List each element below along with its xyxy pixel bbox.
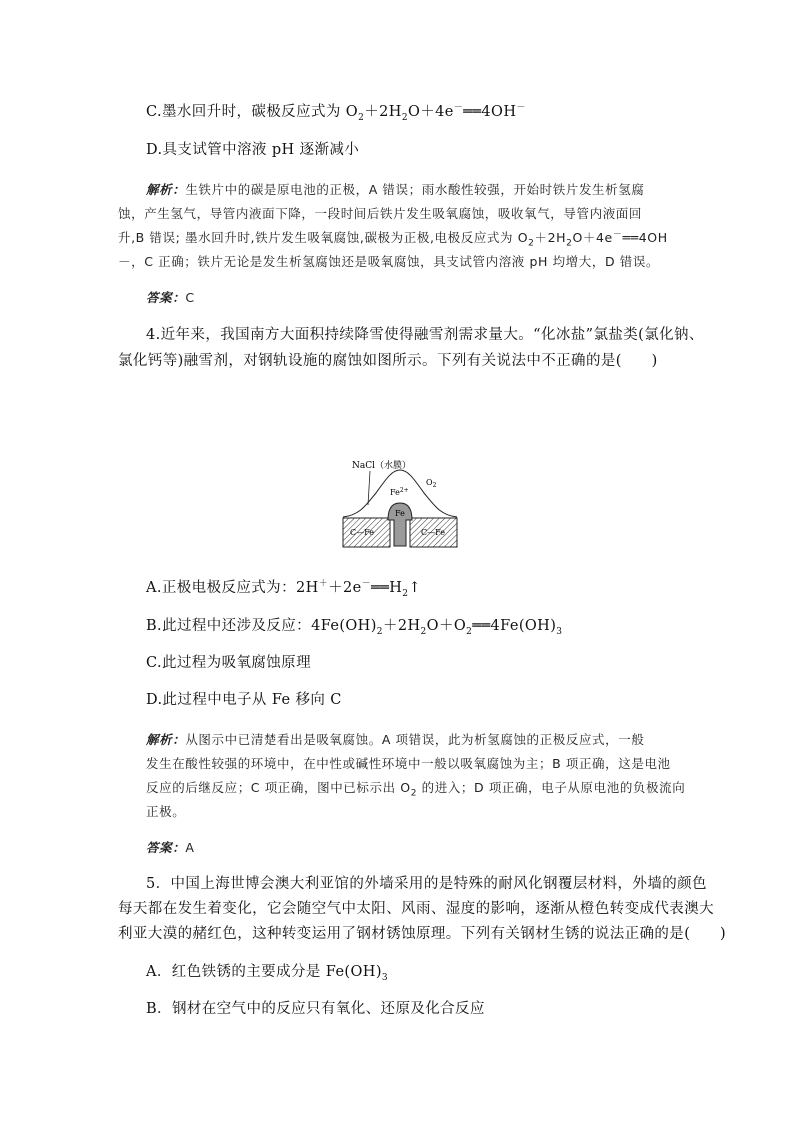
q4-analysis-line-4: 正极。	[146, 804, 186, 819]
q4-option-d: D.此过程中电子从 Fe 移向 C	[146, 692, 342, 708]
cfe-right-label: C—Fe	[421, 528, 445, 537]
q4-analysis-line-3: 反应的后继反应；C 项正确，图中已标示出 $O_2$ 的进入；D 项正确，电子从原电池的负极流向	[146, 780, 686, 799]
cfe-left-label: C—Fe	[350, 528, 374, 537]
q5-option-b: B．钢材在空气中的反应只有氧化、还原及化合反应	[146, 1001, 485, 1017]
q3-option-c: C.墨水回升时，碳极反应式为 $O_2+2H_2O+4e^-══4OH^-$	[146, 103, 526, 123]
q4-stem-line-1: 4.近年来，我国南方大面积持续降雪使得融雪剂需求量大。“化冰盐”氯盐类(氯化钠、	[146, 327, 704, 343]
q4-option-b: B.此过程中还涉及反应：$4Fe(OH)_2+2H_2O+O_2══4Fe(OH)_3$	[146, 618, 563, 637]
q3-option-d: D.具支试管中溶液 pH 逐渐减小	[146, 142, 360, 158]
q4-stem-line-2: 氯化钙等)融雪剂，对钢轨设施的腐蚀如图所示。下列有关说法中不正确的是( )	[118, 353, 658, 369]
analysis-label: 解析：	[146, 182, 186, 197]
nacl-label: NaCl（水膜）	[352, 461, 412, 471]
q4-analysis-line-1: 解析：从图示中已清楚看出是吸氧腐蚀。A 项错误，此为析氢腐蚀的正极反应式，一般	[146, 732, 645, 747]
q3-analysis-line-3: 升,B 错误; 墨水回升时,铁片发生吸氧腐蚀,碳极为正极,电极反应式为 $O_2+2H_2O+4e^-══4OH$	[118, 229, 668, 249]
q4-analysis-line-2: 发生在酸性较强的环境中，在中性或碱性环境中一般以吸氧腐蚀为主；B 项正确，这是电池	[146, 756, 671, 771]
corrosion-diagram	[340, 453, 460, 553]
q5-stem-line-3: 利亚大漠的赭红色，这种转变运用了钢材锈蚀原理。下列有关钢材生锈的说法正确的是( )	[118, 926, 727, 942]
q5-option-a: A．红色铁锈的主要成分是 $Fe(OH)_3$	[146, 964, 389, 983]
q5-stem-line-1: 5．中国上海世博会澳大利亚馆的外墙采用的是特殊的耐风化钢覆层材料，外墙的颜色	[146, 876, 707, 892]
q4-option-c: C.此过程为吸氧腐蚀原理	[146, 655, 311, 671]
q3-analysis-line-1: 解析：生铁片中的碳是原电池的正极，A 错误；雨水酸性较强，开始时铁片发生析氢腐	[146, 182, 645, 197]
fe2-label: $Fe^{2+}$	[390, 487, 409, 497]
q4-answer: 答案：A	[146, 840, 195, 855]
o2-label: $O_2$	[426, 478, 437, 489]
fe-label: Fe	[395, 509, 405, 518]
q3-answer: 答案：C	[146, 290, 195, 305]
q3-analysis-line-2: 蚀，产生氢气，导管内液面下降，一段时间后铁片发生吸氧腐蚀，吸收氧气，导管内液面回	[118, 206, 643, 221]
q5-stem-line-2: 每天都在发生着变化，它会随空气中太阳、风雨、湿度的影响，逐渐从橙色转变成代表澳大	[118, 901, 714, 917]
q3-analysis-line-4: －，C 正确；铁片无论是发生析氢腐蚀还是吸氧腐蚀，具支试管内溶液 pH 均增大，D 错误。	[118, 254, 660, 269]
q4-option-a: A.正极电极反应式为：$2H^++2e^-══H_2↑$	[146, 579, 421, 599]
